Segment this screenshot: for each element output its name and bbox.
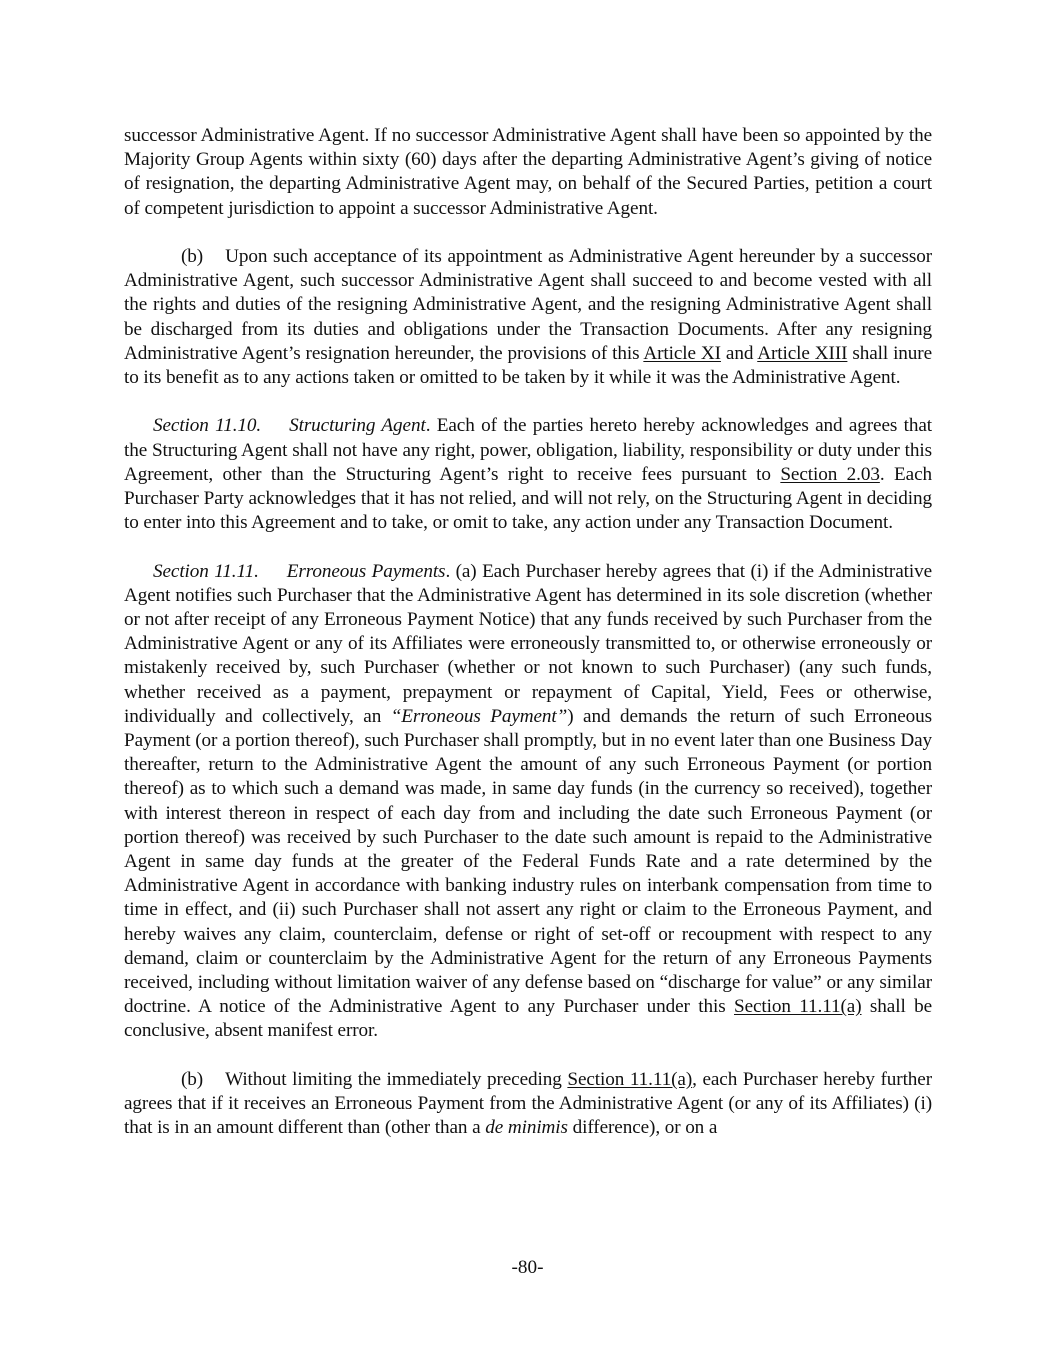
article-xi-reference: Article XI bbox=[643, 342, 721, 364]
paragraph-text: successor Administrative Agent. If no successor Administrative Agent shall have been so appointed by the Majority Group Agents within sixty (60) days after the departing Administrative Agent’s giving of notice of resignation, the departing Administrative Agent may, on behalf of the Secured Parties, petition a court of competent jurisdiction to appoint a successor Administrative Agent. bbox=[124, 125, 932, 219]
paragraph-text: Without limiting the immediately preceding bbox=[225, 1068, 568, 1090]
section-2-03-reference: Section 2.03 bbox=[780, 463, 880, 485]
section-11-10-structuring-agent: Section 11.10. Structuring Agent. Each of the parties hereto hereby acknowledges and agrees that the Structuring Agent shall not have any right, power, obligation, liability, responsibility or duty under this Agreement, other than the Structuring Agent’s right to receive fees pursuant to Section 2.03. Each Purchaser Party acknowledges that it has not relied, and will not rely, on the Structuring Agent in deciding to enter into this Agreement and to take, or omit to take, any action under any Transaction Document. bbox=[124, 415, 932, 534]
paragraph-successor-appointment bbox=[124, 124, 932, 221]
clause-label: (b) bbox=[181, 246, 204, 267]
section-number: Section 11.11. bbox=[153, 560, 259, 582]
section-11-11-erroneous-payments: Section 11.11. Erroneous Payments. (a) Each Purchaser hereby agrees that (i) if the Administrative Agent notifies such Purchaser that the Administrative Agent has determined in its sole discretion (whether or not after receipt of any Erroneous Payment Notice) that any funds received by such Purchaser from the Administrative Agent or any of its Affiliates were erroneously transmitted to, or otherwise erroneously or mistakenly received by, such Purchaser (whether or not known to such Purchaser) (any such funds, whether received as a payment, prepayment or repayment of Capital, Yield, Fees or otherwise, individually and collectively, an “Erroneous Payment”) and demands the return of such Erroneous Payment (or a portion thereof), such Purchaser shall promptly, but in no event later than one Business Day thereafter, return to the Administrative Agent the amount of any such Erroneous Payment (or portion thereof) as to which such a demand was made, in same day funds (in the currency so received), together with interest thereon in respect of each day from and including the date such Erroneous Payment (or portion thereof) was received by such Purchaser to the date such amount is repaid to the Administrative Agent in same day funds at the greater of the Federal Funds Rate and a rate determined by the Administrative Agent in accordance with banking industry rules on interbank compensation from time to time in effect, and (ii) such Purchaser shall not assert any right or claim to the Erroneous Payment, and hereby waives any claim, counterclaim, defense or right of set-off or recoupment with respect to any demand, claim or counterclaim by the Administrative Agent for the return of any Erroneous Payments received, including without limitation waiver of any defense based on “discharge for value” or any similar doctrine. A notice of the Administrative Agent to any Purchaser under this Section 11.11(a) shall be conclusive, absent manifest error. bbox=[124, 560, 933, 1042]
paragraph-text: . Each of the parties hereto hereby acknowledges and agrees that the Structuring Agent shall not have any right, power, obligation, liability, responsibility or duty under this Agreement, other than the Structuring Agent’s right to receive fees pursuant to bbox=[124, 415, 932, 485]
latin-term-de-minimis: de minimis bbox=[485, 1117, 568, 1139]
section-11-11a-reference: Section 11.11(a) bbox=[567, 1068, 693, 1090]
paragraph-erroneous-payment-b: (b) Without limiting the immediately preceding Section 11.11(a), each Purchaser hereby further agrees that if it receives an Erroneous Payment from the Administrative Agent (or any of its Affiliates) (i) that is in an amount different than (other than a de minimis difference), or on a bbox=[124, 1068, 933, 1139]
paragraph-text: . (a) Each Purchaser hereby agrees that (i) if the Administrative Agent notifies such Purchaser that the Administrative Agent has determined in its sole discretion (whether or not after receipt of any Erroneous Payment Notice) that any funds received by such Purchaser from the Administrative Agent or any of its Affiliates were erroneously transmitted to, or otherwise erroneously or mistakenly received by, such Purchaser (whether or not known to such Purchaser) (any such funds, whether received as a payment, prepayment or repayment of Capital, Yield, Fees or otherwise, individually and collectively, an bbox=[124, 560, 932, 727]
clause-label: (b) bbox=[181, 1068, 204, 1090]
section-title: Erroneous Payments bbox=[286, 560, 446, 582]
section-11-11a-reference: Section 11.11(a) bbox=[734, 996, 862, 1018]
document-page bbox=[124, 124, 932, 1165]
paragraph-acceptance-of-appointment: (b) Upon such acceptance of its appointment as Administrative Agent hereunder by a successor Administrative Agent, such successor Administrative Agent shall succeed to and become vested with all the rights and duties of the resigning Administrative Agent, and the resigning Administrative Agent shall be discharged from its duties and obligations under the Transaction Documents. After any resigning Administrative Agent’s resignation hereunder, the provisions of this Article XI and Article XIII shall inure to its benefit as to any actions taken or omitted to be taken by it while it was the Administrative Agent. bbox=[124, 246, 932, 389]
defined-term-erroneous-payment: “Erroneous Payment” bbox=[390, 705, 568, 727]
page-number: -80- bbox=[511, 1257, 544, 1278]
section-number: Section 11.10. bbox=[153, 415, 262, 437]
article-xiii-reference: Article XIII bbox=[757, 342, 848, 364]
paragraph-text: Upon such acceptance of its appointment as Administrative Agent hereunder by a successor Administrative Agent, such successor Administrative Agent shall succeed to and become vested with all the rights and duties of the resigning Administrative Agent, and the resigning Administrative Agent shall be discharged from its duties and obligations under the Transaction Documents. After any resigning Administrative Agent’s resignation hereunder, the provisions of this bbox=[124, 246, 932, 364]
section-title: Structuring Agent bbox=[289, 415, 426, 437]
